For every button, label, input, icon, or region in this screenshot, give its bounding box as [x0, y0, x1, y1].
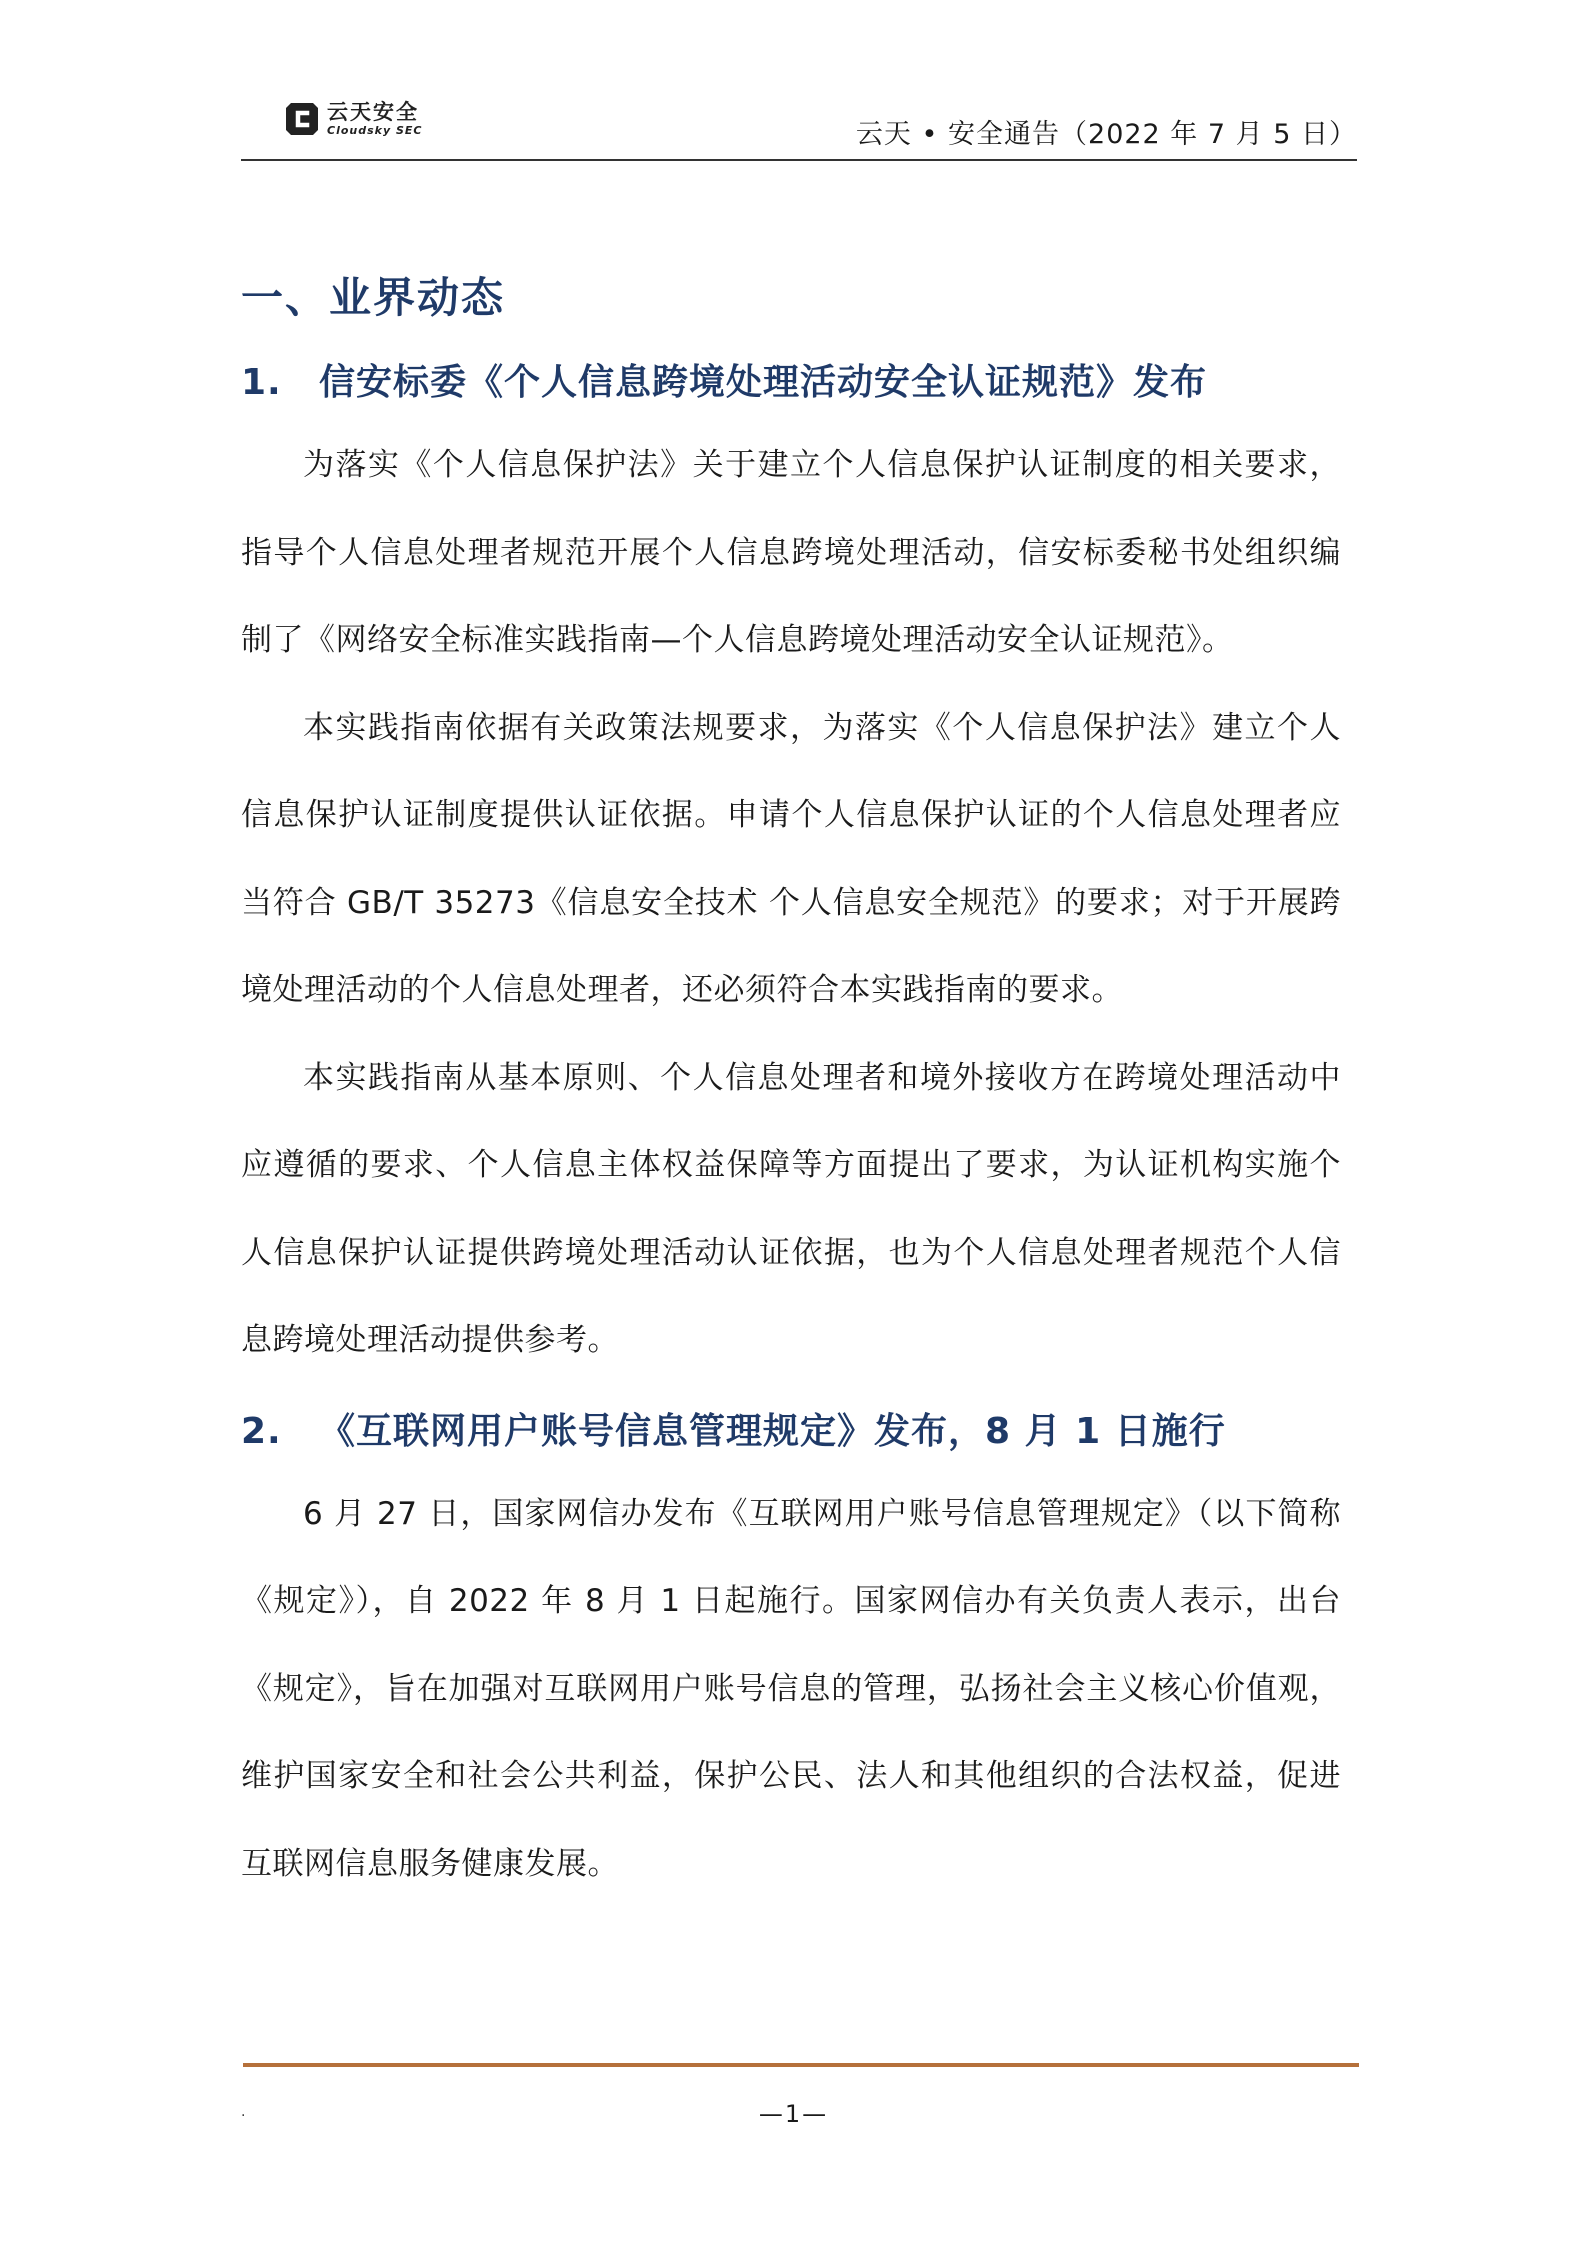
news-item-heading: 信安标委《个人信息跨境处理活动安全认证规范》发布: [319, 362, 1208, 403]
page-number: —1—: [758, 2100, 829, 2128]
logo-english-text: Cloudsky SEC: [327, 124, 423, 137]
news-item-number: 2.: [241, 1410, 282, 1452]
news-item-title: [241, 344, 1341, 422]
main-content: [241, 240, 1341, 1908]
news-item-title: [241, 1393, 1341, 1471]
footer-dot: .: [241, 2104, 246, 2120]
bulletin-title: 云天 • 安全通告（2022 年 7 月 5 日）: [855, 119, 1357, 150]
shield-logo-icon: [283, 100, 321, 138]
news-item-1: [241, 344, 1341, 1385]
news-item-number: 1.: [241, 362, 282, 403]
brand-logo: [283, 96, 483, 146]
paragraph: 本实践指南从基本原则、个人信息处理者和境外接收方在跨境处理活动中应遵循的要求、个人信息主体权益保障等方面提出了要求，为认证机构实施个人信息保护认证提供跨境处理活动认证依据，也为个人信息处理者规范个人信息跨境处理活动提供参考。: [241, 1059, 1341, 1358]
section-title: 一、业界动态: [241, 273, 506, 322]
header-divider: [241, 159, 1357, 161]
paragraph: 6 月 27 日，国家网信办发布《互联网用户账号信息管理规定》（以下简称《规定》），自 2022 年 8 月 1 日起施行。国家网信办有关负责人表示，出台《规定》，旨在加强对互联网用户账号信息的管理，弘扬社会主义核心价值观，维护国家安全和社会公共利益，保护公民、法人和其他组织的合法权益，促进互联网信息服务健康发展。: [241, 1495, 1341, 1882]
news-item-2: [241, 1393, 1341, 1909]
paragraph: 本实践指南依据有关政策法规要求，为落实《个人信息保护法》建立个人信息保护认证制度提供认证依据。申请个人信息保护认证的个人信息处理者应当符合 GB/T 35273《信息安全技术 个人信息安全规范》的要求；对于开展跨境处理活动的个人信息处理者，还必须符合本实践指南的要求。: [241, 709, 1341, 1008]
paragraph: 为落实《个人信息保护法》关于建立个人信息保护认证制度的相关要求，指导个人信息处理者规范开展个人信息跨境处理活动，信安标委秘书处组织编制了《网络安全标准实践指南—个人信息跨境处理活动安全认证规范》。: [241, 447, 1341, 658]
news-item-heading: 《互联网用户账号信息管理规定》发布，8 月 1 日施行: [319, 1410, 1226, 1452]
page-header: [241, 86, 1357, 162]
footer-divider: [243, 2063, 1359, 2067]
logo-chinese-text: 云天安全: [327, 100, 419, 124]
